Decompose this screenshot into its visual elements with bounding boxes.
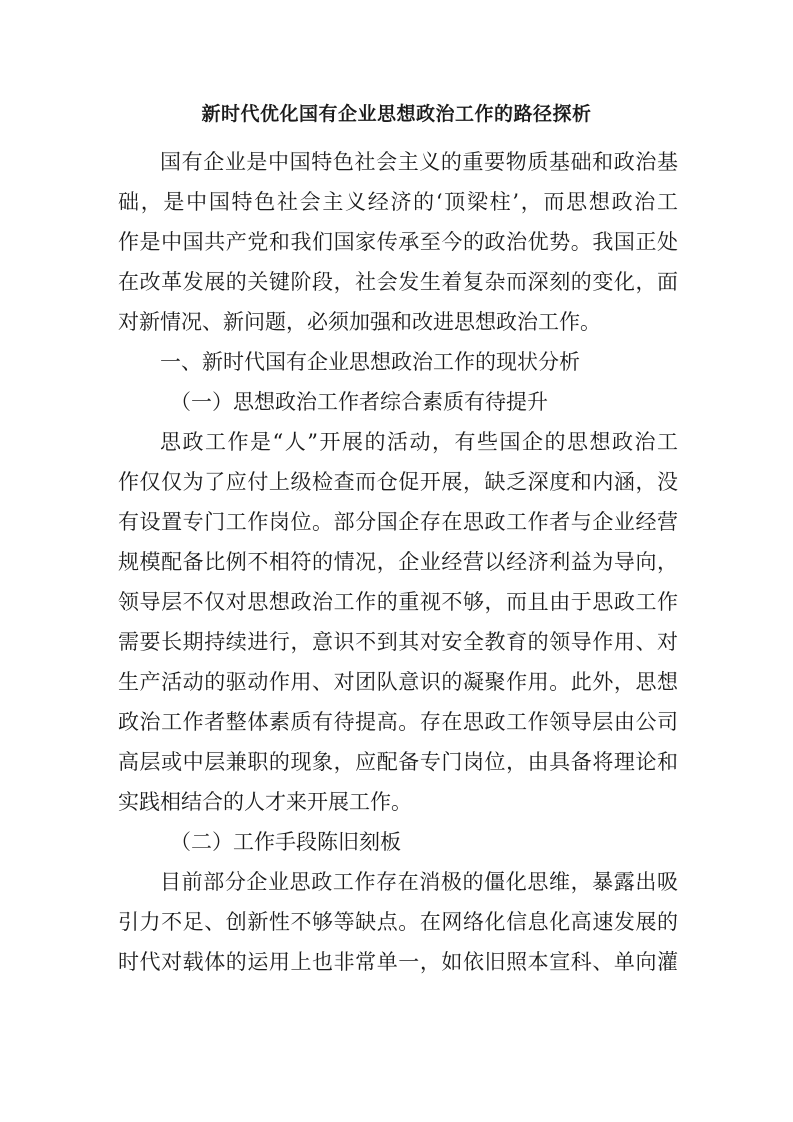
paragraph-line: 需要长期持续进行，意识不到其对安全教育的领导作用、对 (118, 630, 678, 654)
paragraph-line: 生产活动的驱动作用、对团队意识的凝聚作用。此外，思想 (118, 670, 678, 694)
paragraph-line: 政治工作者整体素质有待提高。存在思政工作领导层由公司 (118, 710, 678, 734)
paragraph-line: 思政工作是“人”开展的活动，有些国企的思想政治工 (160, 430, 678, 454)
paragraph-line: 规模配备比例不相符的情况，企业经营以经济利益为导向， (118, 550, 678, 574)
paragraph-line: 有设置专门工作岗位。部分国企存在思政工作者与企业经营 (118, 510, 678, 534)
paragraph-line: 作仅仅为了应付上级检查而仓促开展，缺乏深度和内涵，没 (118, 470, 678, 494)
paragraph-line: 实践相结合的人才来开展工作。 (118, 790, 412, 814)
paragraph-line: 在改革发展的关键阶段，社会发生着复杂而深刻的变化，面 (118, 270, 678, 294)
paragraph-line: 目前部分企业思政工作存在消极的僵化思维，暴露出吸 (160, 870, 678, 894)
document-title: 新时代优化国有企业思想政治工作的路径探析 (201, 103, 592, 125)
paragraph-line: 领导层不仅对思想政治工作的重视不够，而且由于思政工作 (118, 590, 678, 614)
subsection-heading: （二）工作手段陈旧刻板 (170, 830, 401, 854)
paragraph-line: 引力不足、创新性不够等缺点。在网络化信息化高速发展的 (118, 910, 678, 934)
subsection-heading: （一）思想政治工作者综合素质有待提升 (170, 390, 548, 414)
section-heading: 一、新时代国有企业思想政治工作的现状分析 (160, 350, 580, 374)
document-body (118, 142, 678, 982)
paragraph-line: 础，是中国特色社会主义经济的‘顶梁柱’，而思想政治工 (118, 190, 678, 214)
paragraph-line: 时代对载体的运用上也非常单一，如依旧照本宣科、单向灌 (118, 950, 678, 974)
paragraph-line: 国有企业是中国特色社会主义的重要物质基础和政治基 (160, 150, 678, 174)
paragraph-line: 作是中国共产党和我们国家传承至今的政治优势。我国正处 (118, 230, 678, 254)
paragraph-line: 对新情况、新问题，必须加强和改进思想政治工作。 (118, 310, 601, 334)
paragraph-line: 高层或中层兼职的现象，应配备专门岗位，由具备将理论和 (118, 750, 678, 774)
